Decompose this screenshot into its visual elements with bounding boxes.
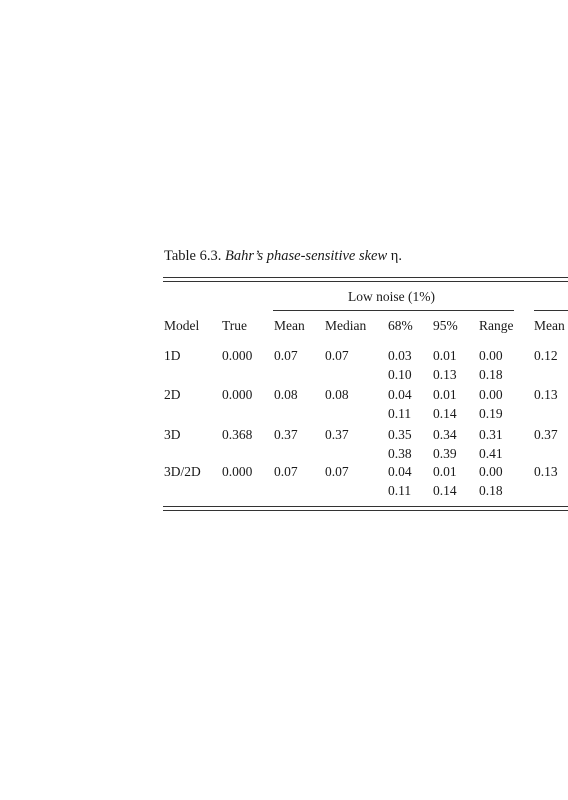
cell-95pct-low: 0.34 [433, 427, 457, 442]
cell-95pct-low: 0.01 [433, 387, 457, 402]
cell-range-low: 0.00 [479, 348, 503, 363]
cell-mean: 0.08 [274, 387, 298, 402]
cell-true: 0.000 [222, 387, 253, 402]
cell-range-low: 0.31 [479, 427, 503, 442]
table-top-rule-inner [163, 281, 568, 282]
header-true: True [222, 318, 248, 333]
caption-prefix: Table 6.3. [164, 248, 222, 264]
low-noise-group-rule [273, 310, 514, 311]
cell-95pct-high: 0.14 [433, 483, 457, 498]
cell-range-low: 0.00 [479, 464, 503, 479]
cell-median: 0.37 [325, 427, 349, 442]
header-median: Median [325, 318, 367, 333]
header-model: Model [164, 318, 200, 333]
cell-mean: 0.37 [274, 427, 298, 442]
cell-true: 0.000 [222, 348, 253, 363]
cell-68pct-high: 0.11 [388, 483, 412, 498]
cell-mean-2: 0.12 [534, 348, 558, 363]
table-top-rule [163, 277, 568, 278]
cell-68pct-low: 0.35 [388, 427, 412, 442]
cell-95pct-low: 0.01 [433, 348, 457, 363]
cell-mean-2: 0.13 [534, 464, 558, 479]
cell-68pct-low: 0.03 [388, 348, 412, 363]
cell-median: 0.07 [325, 348, 349, 363]
header-range: Range [479, 318, 514, 333]
cell-mean: 0.07 [274, 464, 298, 479]
cell-model: 2D [164, 387, 181, 402]
cell-95pct-high: 0.39 [433, 446, 457, 461]
header-95pct: 95% [433, 318, 458, 333]
cell-model: 1D [164, 348, 181, 363]
cell-range-high: 0.41 [479, 446, 503, 461]
header-mean-2: Mean [534, 318, 565, 333]
table-caption [164, 248, 402, 265]
caption-symbol: η. [390, 248, 403, 264]
cell-68pct-low: 0.04 [388, 464, 412, 479]
cell-95pct-high: 0.14 [433, 406, 457, 421]
cell-68pct-low: 0.04 [388, 387, 412, 402]
cell-95pct-high: 0.13 [433, 367, 457, 382]
next-group-rule [534, 310, 568, 311]
cell-model: 3D/2D [164, 464, 201, 479]
cell-true: 0.368 [222, 427, 253, 442]
cell-68pct-high: 0.10 [388, 367, 412, 382]
table-bottom-rule-outer [163, 510, 568, 511]
cell-model: 3D [164, 427, 181, 442]
cell-mean: 0.07 [274, 348, 298, 363]
cell-range-low: 0.00 [479, 387, 503, 402]
cell-mean-2: 0.13 [534, 387, 558, 402]
cell-range-high: 0.18 [479, 483, 503, 498]
cell-68pct-high: 0.11 [388, 406, 412, 421]
low-noise-group-label: Low noise (1%) [348, 289, 435, 304]
header-68pct: 68% [388, 318, 413, 333]
cell-mean-2: 0.37 [534, 427, 558, 442]
cell-median: 0.07 [325, 464, 349, 479]
cell-median: 0.08 [325, 387, 349, 402]
cell-95pct-low: 0.01 [433, 464, 457, 479]
cell-range-high: 0.19 [479, 406, 503, 421]
table-bottom-rule [163, 506, 568, 507]
header-mean: Mean [274, 318, 305, 333]
caption-title: Bahr’s phase-sensitive skew [225, 248, 388, 264]
cell-range-high: 0.18 [479, 367, 503, 382]
cell-68pct-high: 0.38 [388, 446, 412, 461]
cell-true: 0.000 [222, 464, 253, 479]
